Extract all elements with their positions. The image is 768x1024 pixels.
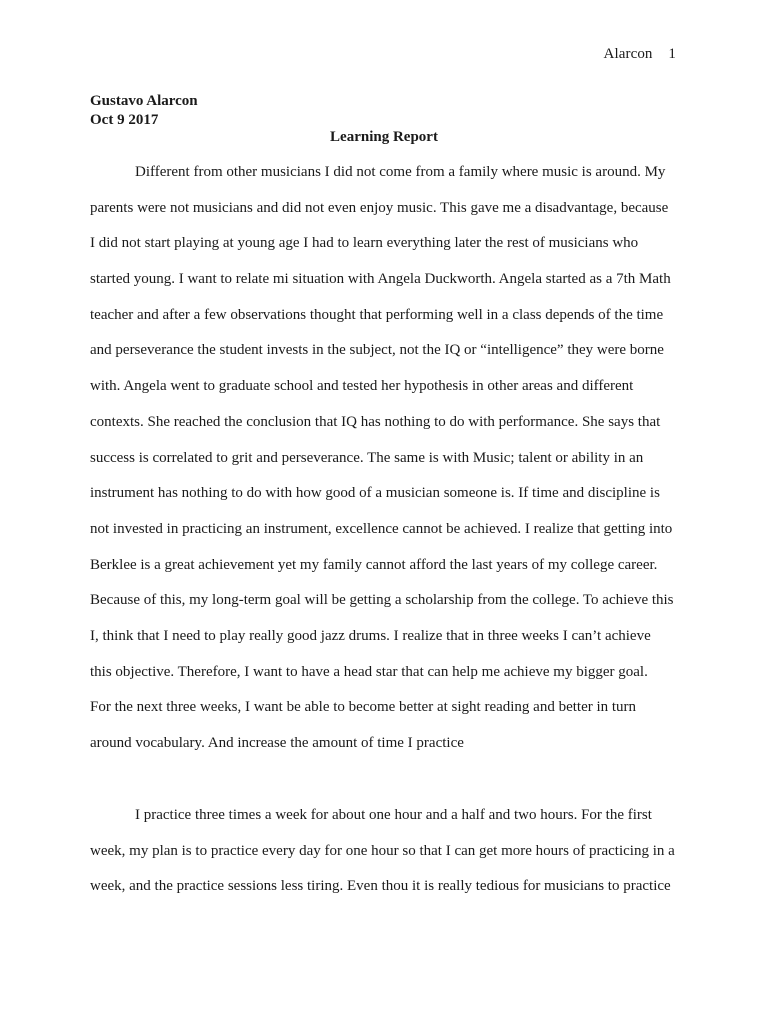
text-line: this objective. Therefore, I want to have a head star that can help me achieve my bigger goal. [90, 663, 648, 680]
author-block [90, 92, 198, 130]
text-line: teacher and after a few observations thought that performing well in a class depends of the time [90, 306, 664, 323]
text-line: I, think that I need to play really good jazz drums. I realize that in three weeks I can’t achieve [90, 627, 651, 644]
paragraph-2 [90, 798, 678, 905]
header-surname: Alarcon [603, 46, 653, 62]
text-line: not invested in practicing an instrument, excellence cannot be achieved. I realize that getting into [90, 520, 673, 537]
text-line: and perseverance the student invests in the subject, not the IQ or “intelligence” they were borne [90, 342, 664, 359]
text-line: with. Angela went to graduate school and tested her hypothesis in other areas and different [90, 378, 634, 395]
text-line: started young. I want to relate mi situation with Angela Duckworth. Angela started as a 7th Math [90, 271, 671, 288]
text-line: Because of this, my long-term goal will be getting a scholarship from the college. To achieve this [90, 592, 674, 609]
text-line: around vocabulary. And increase the amount of time I practice [90, 735, 464, 751]
text-line: Berklee is a great achievement yet my family cannot afford the last years of my college career. [90, 556, 658, 573]
running-header [604, 46, 676, 63]
text-line: instrument has nothing to do with how good of a musician someone is. If time and discipline is [90, 485, 660, 502]
document-title: Learning Report [330, 129, 438, 145]
text-line: week, and the practice sessions less tiring. Even thou it is really tedious for musicians to practice [90, 878, 671, 895]
text-line: week, my plan is to practice every day for one hour so that I can get more hours of practicing in a [90, 842, 675, 859]
text-line: Different from other musicians I did not come from a family where music is around. My [135, 164, 666, 180]
page-number: 1 [668, 46, 676, 62]
paragraph-1 [90, 155, 678, 762]
text-line: I practice three times a week for about one hour and a half and two hours. For the first [135, 807, 652, 823]
author-name: Gustavo Alarcon [90, 93, 198, 109]
text-line: I did not start playing at young age I had to learn everything later the rest of musicians who [90, 235, 639, 252]
text-line: parents were not musicians and did not even enjoy music. This gave me a disadvantage, because [90, 199, 669, 216]
document-date: Oct 9 2017 [90, 112, 159, 128]
text-line: success is correlated to grit and perseverance. The same is with Music; talent or ability in an [90, 449, 644, 466]
text-line: contexts. She reached the conclusion that IQ has nothing to do with performance. She says that [90, 413, 661, 430]
text-line: For the next three weeks, I want be able to become better at sight reading and better in turn [90, 699, 637, 716]
